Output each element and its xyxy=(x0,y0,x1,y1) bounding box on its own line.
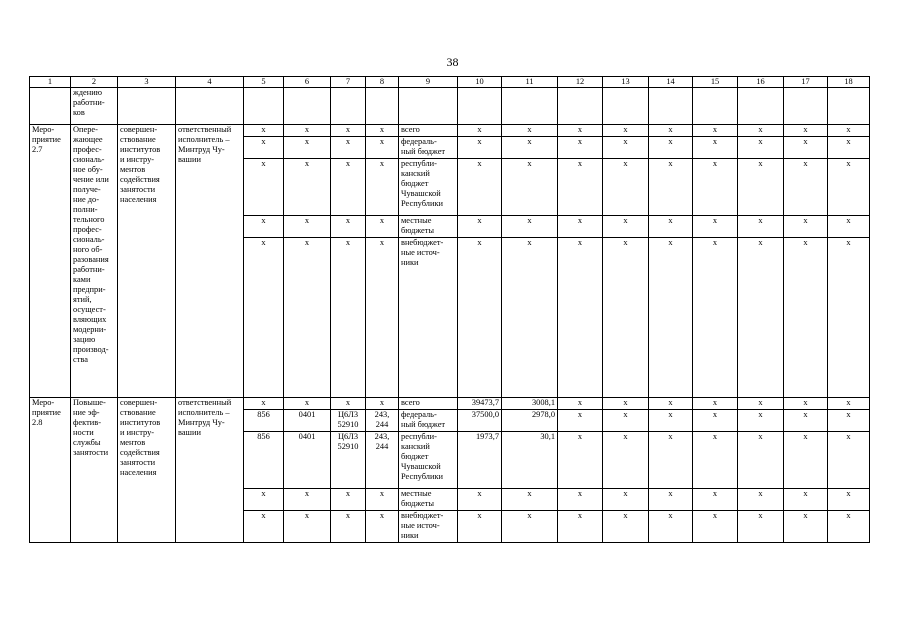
column-number: 14 xyxy=(649,77,693,88)
code-section: x xyxy=(284,159,331,216)
column-number: 6 xyxy=(284,77,331,88)
code-grbs: x xyxy=(244,137,284,159)
year-value: x xyxy=(502,489,558,511)
table-cell: ждению работни- ков xyxy=(71,88,118,125)
year-value: x xyxy=(693,398,738,410)
code-grbs: 856 xyxy=(244,410,284,432)
year-value: x xyxy=(784,137,828,159)
year-value: x xyxy=(693,410,738,432)
funding-source: всего xyxy=(399,125,458,137)
year-value: x xyxy=(649,398,693,410)
code-target: Ц6Л3 52910 xyxy=(331,410,366,432)
year-value: x xyxy=(784,511,828,543)
year-value: x xyxy=(784,238,828,398)
year-value: x xyxy=(738,489,784,511)
year-value: x xyxy=(693,511,738,543)
year-value: x xyxy=(828,511,870,543)
funding-source: всего xyxy=(399,398,458,410)
code-grbs: x xyxy=(244,398,284,410)
column-number: 15 xyxy=(693,77,738,88)
year-value: x xyxy=(828,137,870,159)
year-value: x xyxy=(738,159,784,216)
code-section: x xyxy=(284,137,331,159)
table-cell xyxy=(331,88,366,125)
code-section: x xyxy=(284,398,331,410)
measure-goal: совершен- ствование институтов и инстру- ментов содействия занятости населения xyxy=(118,125,176,398)
year-value: x xyxy=(828,159,870,216)
funding-source: внебюджет- ные источ- ники xyxy=(399,238,458,398)
year-value: x xyxy=(693,159,738,216)
year-value: x xyxy=(558,238,603,398)
column-number: 3 xyxy=(118,77,176,88)
code-expense-type: x xyxy=(366,159,399,216)
code-target: x xyxy=(331,511,366,543)
year-value: x xyxy=(738,216,784,238)
code-grbs: x xyxy=(244,125,284,137)
code-target: x xyxy=(331,159,366,216)
year-value: x xyxy=(784,489,828,511)
code-target: Ц6Л3 52910 xyxy=(331,432,366,489)
year-value: x xyxy=(828,398,870,410)
column-number: 13 xyxy=(603,77,649,88)
measure-number: Меро- приятие 2.7 xyxy=(30,125,71,398)
code-grbs: x xyxy=(244,216,284,238)
year-value: 1973,7 xyxy=(458,432,502,489)
year-value: x xyxy=(502,511,558,543)
year-value: x xyxy=(603,216,649,238)
year-value: x xyxy=(502,216,558,238)
column-number: 7 xyxy=(331,77,366,88)
year-value: x xyxy=(738,125,784,137)
funding-source: республи- канский бюджет Чувашской Республики xyxy=(399,159,458,216)
code-section: x xyxy=(284,489,331,511)
year-value: x xyxy=(458,489,502,511)
measure-name: Повыше- ние эф- фектив- ности службы занятости xyxy=(71,398,118,543)
code-expense-type: 243, 244 xyxy=(366,432,399,489)
column-number: 1 xyxy=(30,77,71,88)
code-grbs: x xyxy=(244,489,284,511)
year-value: x xyxy=(738,511,784,543)
year-value: x xyxy=(558,125,603,137)
column-number: 4 xyxy=(176,77,244,88)
year-value: x xyxy=(828,125,870,137)
measure-goal: совершен- ствование институтов и инстру- ментов содействия занятости населения xyxy=(118,398,176,543)
year-value: x xyxy=(738,410,784,432)
code-grbs: x xyxy=(244,159,284,216)
table-cell xyxy=(118,88,176,125)
table-cell xyxy=(738,88,784,125)
year-value: x xyxy=(828,410,870,432)
year-value: x xyxy=(458,137,502,159)
year-value: x xyxy=(603,489,649,511)
year-value: x xyxy=(603,432,649,489)
year-value: x xyxy=(828,238,870,398)
table-cell xyxy=(458,88,502,125)
code-section: 0401 xyxy=(284,410,331,432)
year-value: x xyxy=(693,432,738,489)
code-grbs: x xyxy=(244,238,284,398)
measure-name: Опере- жающее профес- сиональ- ное обу- чение или получе- ние до- полни- тельного профес- сиональ- ного об- разования работни- ками предпри- ятий, осущест- вляющих модерни- зацию производ- ства xyxy=(71,125,118,398)
year-value: x xyxy=(502,238,558,398)
table-cell xyxy=(828,88,870,125)
code-target: x xyxy=(331,125,366,137)
code-grbs: 856 xyxy=(244,432,284,489)
table-cell xyxy=(176,88,244,125)
table-cell xyxy=(693,88,738,125)
table-cell xyxy=(30,88,71,125)
year-value: x xyxy=(738,432,784,489)
column-number: 10 xyxy=(458,77,502,88)
year-value: x xyxy=(649,216,693,238)
funding-source: республи- канский бюджет Чувашской Республики xyxy=(399,432,458,489)
funding-source: внебюджет- ные источ- ники xyxy=(399,511,458,543)
year-value: x xyxy=(649,159,693,216)
year-value: x xyxy=(693,216,738,238)
year-value: x xyxy=(828,432,870,489)
year-value: x xyxy=(649,432,693,489)
year-value: x xyxy=(558,511,603,543)
year-value: x xyxy=(828,216,870,238)
code-section: 0401 xyxy=(284,432,331,489)
year-value: x xyxy=(693,238,738,398)
year-value: x xyxy=(603,410,649,432)
funding-source: федераль- ный бюджет xyxy=(399,137,458,159)
code-expense-type: x xyxy=(366,238,399,398)
year-value: x xyxy=(603,125,649,137)
year-value: x xyxy=(738,238,784,398)
year-value: x xyxy=(649,489,693,511)
year-value: 39473,7 xyxy=(458,398,502,410)
budget-table xyxy=(29,76,870,543)
table-cell xyxy=(502,88,558,125)
year-value: 30,1 xyxy=(502,432,558,489)
code-target: x xyxy=(331,238,366,398)
code-expense-type: x xyxy=(366,511,399,543)
year-value: x xyxy=(603,159,649,216)
column-number: 12 xyxy=(558,77,603,88)
table-row xyxy=(30,88,870,125)
year-value: x xyxy=(558,432,603,489)
code-expense-type: x xyxy=(366,137,399,159)
table-cell xyxy=(603,88,649,125)
year-value: x xyxy=(558,159,603,216)
year-value: x xyxy=(784,432,828,489)
year-value: x xyxy=(649,511,693,543)
column-number: 5 xyxy=(244,77,284,88)
code-target: x xyxy=(331,398,366,410)
year-value: x xyxy=(784,398,828,410)
measure-2-7-row xyxy=(30,125,870,137)
code-section: x xyxy=(284,125,331,137)
year-value: x xyxy=(458,216,502,238)
column-number: 18 xyxy=(828,77,870,88)
table-cell xyxy=(284,88,331,125)
measure-executor: ответственный исполнитель – Минтруд Чу- вашии xyxy=(176,398,244,543)
measure-executor: ответственный исполнитель – Минтруд Чу- вашии xyxy=(176,125,244,398)
year-value: x xyxy=(558,489,603,511)
code-expense-type: x xyxy=(366,489,399,511)
year-value: x xyxy=(649,238,693,398)
year-value: x xyxy=(738,137,784,159)
year-value: x xyxy=(693,125,738,137)
code-section: x xyxy=(284,511,331,543)
code-target: x xyxy=(331,216,366,238)
year-value: x xyxy=(502,159,558,216)
year-value: x xyxy=(784,159,828,216)
funding-source: местные бюджеты xyxy=(399,216,458,238)
measure-number: Меро- приятие 2.8 xyxy=(30,398,71,543)
year-value: x xyxy=(458,511,502,543)
column-number: 16 xyxy=(738,77,784,88)
table-cell xyxy=(399,88,458,125)
year-value: x xyxy=(649,137,693,159)
code-expense-type: 243, 244 xyxy=(366,410,399,432)
year-value: x xyxy=(458,159,502,216)
column-number: 8 xyxy=(366,77,399,88)
year-value: x xyxy=(603,398,649,410)
year-value: x xyxy=(502,125,558,137)
year-value: x xyxy=(693,137,738,159)
year-value: 37500,0 xyxy=(458,410,502,432)
table-cell xyxy=(558,88,603,125)
code-section: x xyxy=(284,216,331,238)
year-value: x xyxy=(784,125,828,137)
code-expense-type: x xyxy=(366,125,399,137)
table-cell xyxy=(244,88,284,125)
year-value: x xyxy=(458,125,502,137)
column-number: 11 xyxy=(502,77,558,88)
table-cell xyxy=(784,88,828,125)
year-value: x xyxy=(558,216,603,238)
year-value: x xyxy=(603,137,649,159)
year-value: x xyxy=(558,410,603,432)
year-value: x xyxy=(502,137,558,159)
year-value: x xyxy=(828,489,870,511)
code-expense-type: x xyxy=(366,216,399,238)
year-value: x xyxy=(558,398,603,410)
column-number: 2 xyxy=(71,77,118,88)
year-value: x xyxy=(784,216,828,238)
year-value: x xyxy=(649,410,693,432)
column-number: 9 xyxy=(399,77,458,88)
funding-source: федераль- ный бюджет xyxy=(399,410,458,432)
code-target: x xyxy=(331,489,366,511)
year-value: x xyxy=(738,398,784,410)
year-value: x xyxy=(458,238,502,398)
year-value: x xyxy=(784,410,828,432)
year-value: x xyxy=(603,511,649,543)
year-value: x xyxy=(603,238,649,398)
code-target: x xyxy=(331,137,366,159)
year-value: x xyxy=(693,489,738,511)
table-cell xyxy=(366,88,399,125)
year-value: x xyxy=(558,137,603,159)
year-value: 3008,1 xyxy=(502,398,558,410)
funding-source: местные бюджеты xyxy=(399,489,458,511)
table-cell xyxy=(649,88,693,125)
header-row xyxy=(30,77,870,88)
code-section: x xyxy=(284,238,331,398)
code-expense-type: x xyxy=(366,398,399,410)
code-grbs: x xyxy=(244,511,284,543)
year-value: 2978,0 xyxy=(502,410,558,432)
year-value: x xyxy=(649,125,693,137)
page-number: 38 xyxy=(446,55,459,69)
column-number: 17 xyxy=(784,77,828,88)
measure-2-8-row xyxy=(30,398,870,410)
